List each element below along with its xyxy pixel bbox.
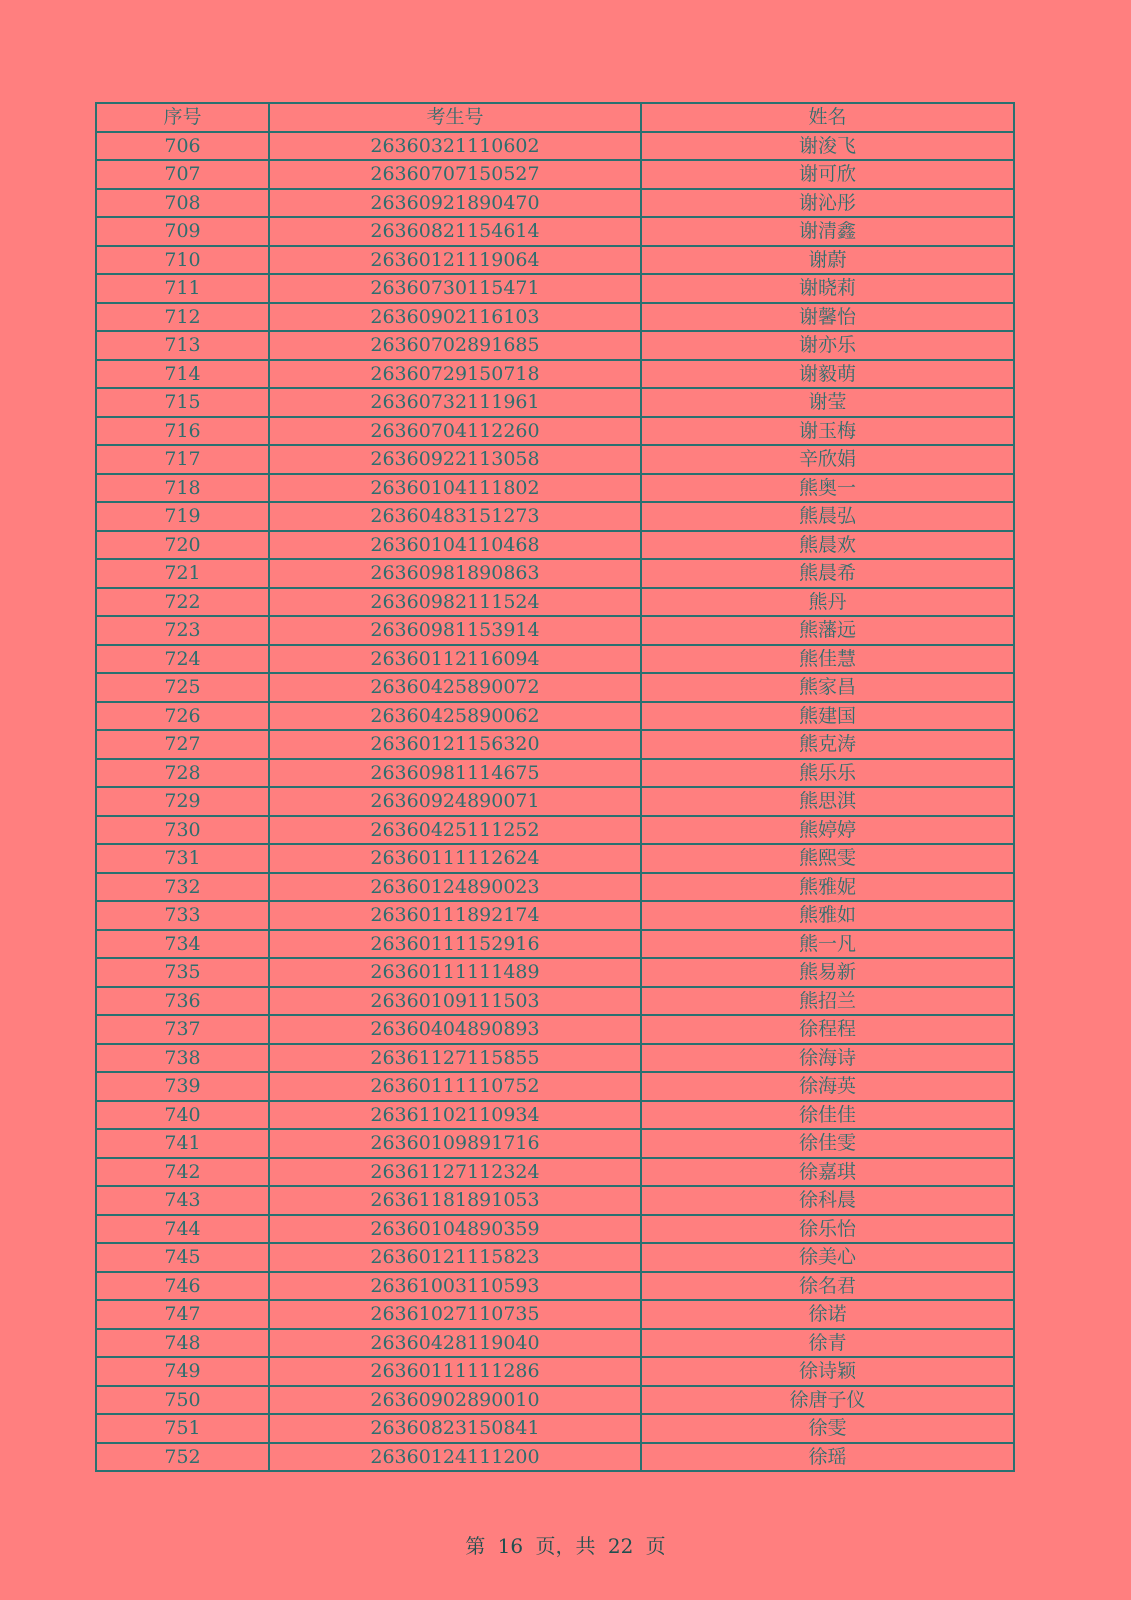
table-row (96, 1129, 1014, 1158)
table-body (96, 132, 1014, 1472)
cell-name: 熊雅妮 (641, 873, 1014, 902)
cell-name: 熊晨弘 (641, 502, 1014, 531)
table-row (96, 559, 1014, 588)
cell-seq: 730 (96, 816, 269, 845)
cell-exam-number: 26360730115471 (269, 274, 641, 303)
cell-exam-number: 26360981153914 (269, 616, 641, 645)
cell-seq: 710 (96, 246, 269, 275)
table-row (96, 1272, 1014, 1301)
cell-seq: 721 (96, 559, 269, 588)
cell-seq: 737 (96, 1015, 269, 1044)
cell-name: 谢清鑫 (641, 217, 1014, 246)
cell-seq: 735 (96, 958, 269, 987)
table-row (96, 987, 1014, 1016)
table-row (96, 303, 1014, 332)
cell-seq: 749 (96, 1357, 269, 1386)
cell-name: 熊婷婷 (641, 816, 1014, 845)
cell-exam-number: 26361127112324 (269, 1158, 641, 1187)
table-row (96, 246, 1014, 275)
cell-exam-number: 26361102110934 (269, 1101, 641, 1130)
cell-name: 徐名君 (641, 1272, 1014, 1301)
cell-name: 熊克涛 (641, 730, 1014, 759)
cell-seq: 752 (96, 1443, 269, 1472)
cell-exam-number: 26360922113058 (269, 445, 641, 474)
cell-exam-number: 26361027110735 (269, 1300, 641, 1329)
table-row (96, 531, 1014, 560)
table-header (96, 103, 1014, 132)
header-seq: 序号 (96, 103, 269, 132)
cell-seq: 736 (96, 987, 269, 1016)
cell-exam-number: 26361181891053 (269, 1186, 641, 1215)
cell-seq: 717 (96, 445, 269, 474)
cell-name: 熊一凡 (641, 930, 1014, 959)
cell-seq: 744 (96, 1215, 269, 1244)
table-row (96, 331, 1014, 360)
cell-name: 熊思淇 (641, 787, 1014, 816)
cell-name: 徐海诗 (641, 1044, 1014, 1073)
cell-seq: 745 (96, 1243, 269, 1272)
table-row (96, 730, 1014, 759)
cell-seq: 750 (96, 1386, 269, 1415)
cell-exam-number: 26360425890072 (269, 673, 641, 702)
cell-seq: 748 (96, 1329, 269, 1358)
cell-name: 徐科晨 (641, 1186, 1014, 1215)
cell-exam-number: 26360321110602 (269, 132, 641, 161)
cell-name: 熊建国 (641, 702, 1014, 731)
table-row (96, 160, 1014, 189)
page-footer: 第 16 页，共 22 页 (465, 1534, 666, 1558)
cell-seq: 709 (96, 217, 269, 246)
cell-exam-number: 26360112116094 (269, 645, 641, 674)
cell-name: 熊招兰 (641, 987, 1014, 1016)
cell-seq: 711 (96, 274, 269, 303)
cell-name: 徐美心 (641, 1243, 1014, 1272)
cell-seq: 719 (96, 502, 269, 531)
cell-seq: 706 (96, 132, 269, 161)
cell-seq: 720 (96, 531, 269, 560)
table-row (96, 844, 1014, 873)
cell-name: 熊奥一 (641, 474, 1014, 503)
cell-seq: 707 (96, 160, 269, 189)
table-row (96, 189, 1014, 218)
table-row (96, 360, 1014, 389)
table-row (96, 702, 1014, 731)
cell-seq: 741 (96, 1129, 269, 1158)
cell-exam-number: 26360732111961 (269, 388, 641, 417)
cell-name: 徐程程 (641, 1015, 1014, 1044)
cell-name: 徐雯 (641, 1414, 1014, 1443)
cell-seq: 722 (96, 588, 269, 617)
cell-seq: 712 (96, 303, 269, 332)
table-row (96, 1186, 1014, 1215)
cell-seq: 724 (96, 645, 269, 674)
table-row (96, 132, 1014, 161)
cell-name: 熊家昌 (641, 673, 1014, 702)
table-row (96, 1044, 1014, 1073)
cell-seq: 726 (96, 702, 269, 731)
cell-exam-number: 26361003110593 (269, 1272, 641, 1301)
table-row (96, 1329, 1014, 1358)
cell-name: 徐佳佳 (641, 1101, 1014, 1130)
cell-name: 徐青 (641, 1329, 1014, 1358)
cell-exam-number: 26360404890893 (269, 1015, 641, 1044)
cell-exam-number: 26360111152916 (269, 930, 641, 959)
table-row (96, 1300, 1014, 1329)
cell-name: 熊佳慧 (641, 645, 1014, 674)
cell-seq: 715 (96, 388, 269, 417)
cell-exam-number: 26360104890359 (269, 1215, 641, 1244)
cell-name: 谢晓莉 (641, 274, 1014, 303)
cell-seq: 727 (96, 730, 269, 759)
cell-name: 熊晨希 (641, 559, 1014, 588)
cell-name: 熊雅如 (641, 901, 1014, 930)
cell-seq: 740 (96, 1101, 269, 1130)
cell-exam-number: 26360902116103 (269, 303, 641, 332)
cell-name: 熊晨欢 (641, 531, 1014, 560)
cell-name: 辛欣娟 (641, 445, 1014, 474)
cell-name: 徐诺 (641, 1300, 1014, 1329)
cell-name: 徐乐怡 (641, 1215, 1014, 1244)
table-row (96, 759, 1014, 788)
cell-seq: 739 (96, 1072, 269, 1101)
cell-exam-number: 26360111892174 (269, 901, 641, 930)
table-row (96, 474, 1014, 503)
cell-exam-number: 26360425111252 (269, 816, 641, 845)
cell-name: 徐海英 (641, 1072, 1014, 1101)
cell-exam-number: 26360121115823 (269, 1243, 641, 1272)
table-row (96, 388, 1014, 417)
cell-exam-number: 26360121119064 (269, 246, 641, 275)
cell-exam-number: 26360104111802 (269, 474, 641, 503)
cell-seq: 733 (96, 901, 269, 930)
cell-name: 谢莹 (641, 388, 1014, 417)
cell-exam-number: 26360425890062 (269, 702, 641, 731)
table-row (96, 588, 1014, 617)
cell-name: 谢玉梅 (641, 417, 1014, 446)
cell-exam-number: 26360109111503 (269, 987, 641, 1016)
cell-name: 徐唐子仪 (641, 1386, 1014, 1415)
table-row (96, 787, 1014, 816)
cell-exam-number: 26360704112260 (269, 417, 641, 446)
header-row (96, 103, 1014, 132)
cell-seq: 731 (96, 844, 269, 873)
table-row (96, 1357, 1014, 1386)
cell-name: 谢亦乐 (641, 331, 1014, 360)
cell-exam-number: 26360981890863 (269, 559, 641, 588)
cell-name: 熊乐乐 (641, 759, 1014, 788)
table-row (96, 901, 1014, 930)
table-row (96, 1443, 1014, 1472)
cell-name: 徐诗颖 (641, 1357, 1014, 1386)
cell-exam-number: 26360902890010 (269, 1386, 641, 1415)
cell-exam-number: 26361127115855 (269, 1044, 641, 1073)
cell-name: 谢馨怡 (641, 303, 1014, 332)
cell-seq: 746 (96, 1272, 269, 1301)
student-roster-table (95, 102, 1015, 1472)
table-row (96, 1158, 1014, 1187)
table-row (96, 930, 1014, 959)
cell-seq: 725 (96, 673, 269, 702)
header-name: 姓名 (641, 103, 1014, 132)
cell-seq: 718 (96, 474, 269, 503)
cell-exam-number: 26360981114675 (269, 759, 641, 788)
cell-exam-number: 26360921890470 (269, 189, 641, 218)
cell-name: 熊易新 (641, 958, 1014, 987)
header-exam-number: 考生号 (269, 103, 641, 132)
cell-seq: 742 (96, 1158, 269, 1187)
table-row (96, 1243, 1014, 1272)
table-row (96, 1015, 1014, 1044)
cell-name: 谢浚飞 (641, 132, 1014, 161)
cell-name: 谢毅萌 (641, 360, 1014, 389)
cell-name: 谢可欣 (641, 160, 1014, 189)
cell-name: 谢蔚 (641, 246, 1014, 275)
cell-seq: 732 (96, 873, 269, 902)
cell-exam-number: 26360483151273 (269, 502, 641, 531)
table-row (96, 873, 1014, 902)
cell-exam-number: 26360124111200 (269, 1443, 641, 1472)
table-row (96, 1072, 1014, 1101)
table-row (96, 816, 1014, 845)
cell-exam-number: 26360982111524 (269, 588, 641, 617)
cell-name: 徐嘉琪 (641, 1158, 1014, 1187)
cell-exam-number: 26360111110752 (269, 1072, 641, 1101)
cell-exam-number: 26360111111489 (269, 958, 641, 987)
table-row (96, 673, 1014, 702)
cell-seq: 716 (96, 417, 269, 446)
table-row (96, 502, 1014, 531)
table-row (96, 958, 1014, 987)
cell-exam-number: 26360124890023 (269, 873, 641, 902)
cell-name: 谢沁彤 (641, 189, 1014, 218)
cell-seq: 747 (96, 1300, 269, 1329)
cell-exam-number: 26360111112624 (269, 844, 641, 873)
cell-exam-number: 26360104110468 (269, 531, 641, 560)
cell-name: 熊熙雯 (641, 844, 1014, 873)
cell-exam-number: 26360729150718 (269, 360, 641, 389)
cell-exam-number: 26360823150841 (269, 1414, 641, 1443)
cell-exam-number: 26360111111286 (269, 1357, 641, 1386)
cell-seq: 743 (96, 1186, 269, 1215)
cell-exam-number: 26360109891716 (269, 1129, 641, 1158)
cell-name: 徐佳雯 (641, 1129, 1014, 1158)
table-row (96, 417, 1014, 446)
table-row (96, 645, 1014, 674)
cell-seq: 714 (96, 360, 269, 389)
cell-seq: 708 (96, 189, 269, 218)
cell-name: 熊丹 (641, 588, 1014, 617)
table-row (96, 445, 1014, 474)
cell-exam-number: 26360924890071 (269, 787, 641, 816)
cell-exam-number: 26360428119040 (269, 1329, 641, 1358)
cell-seq: 728 (96, 759, 269, 788)
table-row (96, 1414, 1014, 1443)
cell-exam-number: 26360702891685 (269, 331, 641, 360)
cell-seq: 723 (96, 616, 269, 645)
cell-seq: 738 (96, 1044, 269, 1073)
cell-exam-number: 26360707150527 (269, 160, 641, 189)
table-row (96, 1101, 1014, 1130)
cell-name: 熊藩远 (641, 616, 1014, 645)
table-row (96, 1215, 1014, 1244)
table-row (96, 1386, 1014, 1415)
cell-exam-number: 26360121156320 (269, 730, 641, 759)
cell-seq: 713 (96, 331, 269, 360)
table-row (96, 217, 1014, 246)
table-row (96, 274, 1014, 303)
cell-seq: 751 (96, 1414, 269, 1443)
table-row (96, 616, 1014, 645)
cell-seq: 729 (96, 787, 269, 816)
cell-exam-number: 26360821154614 (269, 217, 641, 246)
cell-seq: 734 (96, 930, 269, 959)
cell-name: 徐瑶 (641, 1443, 1014, 1472)
